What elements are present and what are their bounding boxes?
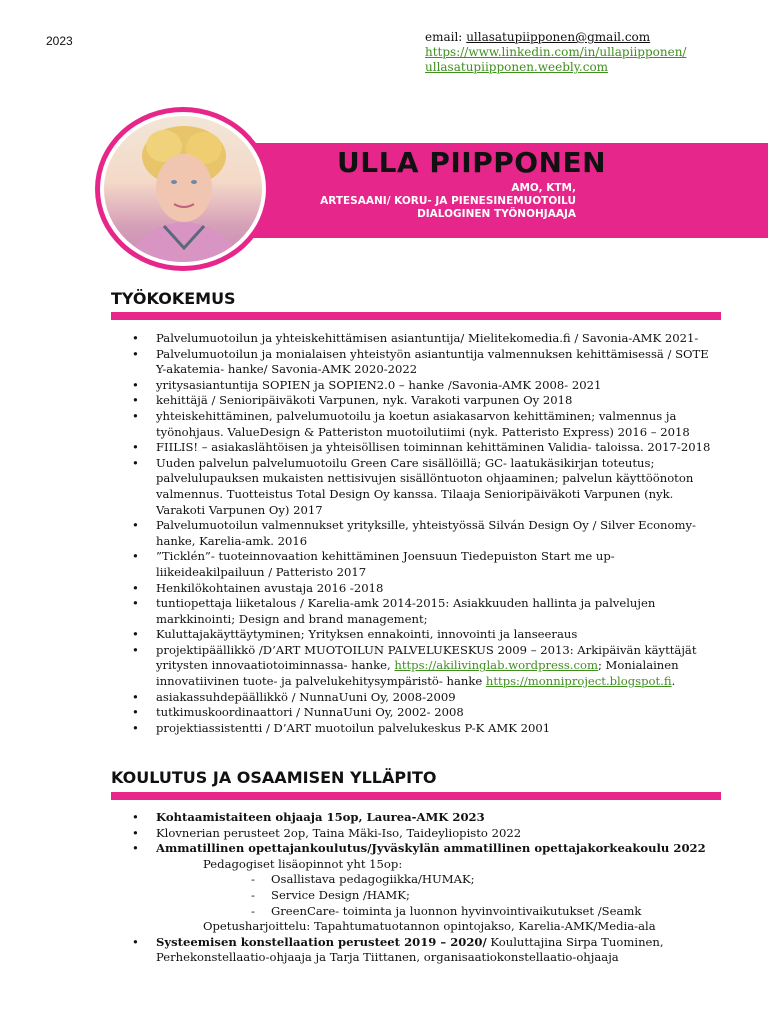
education-item-text: Klovnerian perusteet 2op, Taina Mäki-Iso, Taideyliopisto 2022 [156,825,522,840]
email-label: email: [425,30,463,44]
bullet: • [132,810,139,824]
pedagogic-item [111,872,711,888]
title-line: DIALOGINEN TYÖNOHJAAJA [417,208,576,220]
year: 2023 [46,34,73,48]
pedagogic-item-text: Service Design /HAMK; [271,887,410,902]
work-item-text: ; Monialainen innovatiivinen tuote- ja palvelukehitysympäristö- hanke [156,658,679,689]
education-item [111,810,711,826]
work-item-text: Palvelumuotoilun ja monialaisen yhteistyön asiantuntija valmennuksen kehittämisessä / SOTE Y-akatemia- hanke/ Savonia-AMK 2020-2022 [156,346,709,377]
bullet: • [132,596,139,611]
work-item [111,627,711,643]
teaching-practice-text: Opetusharjoittelu: Tapahtumatuotannon opintojakso, Karelia-AMK/Media-ala [203,919,656,934]
work-item [111,378,711,394]
bullet: • [132,549,139,564]
work-item [111,518,711,549]
work-item [111,347,711,378]
monniproject-link[interactable]: https://monniproject.blogspot.fi [485,674,672,689]
education-item-text: Ammatillinen opettajankoulutus/Jyväskylän ammatillinen opettajakorkeakoulu 2022 [156,841,706,856]
work-item [111,456,711,518]
profile-photo [104,116,262,262]
education-item-text: Kouluttajina Sirpa Tuominen, Perhekonstellaatio-ohjaaja ja Tarja Tiittanen, organisaatiokonstellaatio-ohjaaja [156,934,664,965]
education-item-text: Kohtaamistaiteen ohjaaja 15op, Laurea-AMK 2023 [156,810,485,824]
bullet: • [132,408,139,423]
bullet: • [132,689,139,704]
bullet: • [132,377,139,392]
work-item-text: projektipäällikkö /D’ART MUOTOILUN PALVELUKESKUS 2009 – 2013: Arkipäivän käyttäjät yritysten innovaatiotoiminnassa- hanke, [156,642,697,673]
work-item-text: yhteiskehittäminen, palvelumuotoilu ja koetun asiakasarvon kehittäminen; valmennus ja työnohjaus. ValueDesign & Patteriston muotoilutiimi (nyk. Patteristo Express) 2016 – 2018 [156,408,690,439]
work-item-text: ”Ticklén”- tuoteinnovaation kehittäminen Joensuun Tiedepuiston Start me up- liikeideakilpailuun / Patteristo 2017 [156,549,615,579]
contact-block [425,30,686,75]
work-item-text: . [671,674,676,689]
pedagogic-item [111,888,711,904]
work-item [111,596,711,627]
dash: - [251,872,255,887]
pedagogic-label: Pedagogiset lisäopinnot yht 15op: [203,856,403,871]
work-list [111,331,711,736]
work-item-text: Palvelumuotoilun valmennukset yrityksille, yhteistyössä Silván Design Oy / Silver Economy- hanke, Karelia-amk. 2016 [156,518,696,548]
bullet: • [132,331,139,345]
pedagogic-item [111,904,711,920]
work-item-text: tutkimuskoordinaattori / NunnaUuni Oy, 2002- 2008 [156,705,464,720]
website-link[interactable]: ullasatupiipponen.weebly.com [425,60,609,74]
work-item-text: Palvelumuotoilun ja yhteiskehittämisen asiantuntija/ Mielitekomedia.fi / Savonia-AMK 2021- [156,331,699,345]
work-heading: TYÖKOKEMUS [111,289,236,308]
education-item [111,935,711,966]
bullet: • [132,934,139,949]
work-item-text: tuntiopettaja liiketalous / Karelia-amk 2014-2015: Asiakkuuden hallinta ja palvelujen markkinointi; Design and brand management; [156,596,656,626]
dash: - [251,903,255,918]
work-item [111,721,711,737]
work-item-text: asiakassuhdepäällikkö / NunnaUuni Oy, 2008-2009 [156,689,456,704]
pedagogic-item-text: GreenCare- toiminta ja luonnon hyvinvointivaikutukset /Seamk [271,903,642,918]
bullet: • [132,580,139,595]
work-item-text: Henkilökohtainen avustaja 2016 -2018 [156,580,384,595]
work-item-text: Kuluttajakäyttäytyminen; Yrityksen ennakointi, innovointi ja lanseeraus [156,627,578,642]
work-item [111,549,711,580]
education-item [111,826,711,842]
work-item [111,393,711,409]
work-item-text: projektiassistentti / D’ART muotoilun palvelukeskus P-K AMK 2001 [156,720,551,735]
bullet: • [132,455,139,470]
work-item [111,690,711,706]
bullet: • [132,642,139,657]
bullet: • [132,346,139,361]
email-link[interactable]: ullasatupiipponen@gmail.com [466,30,651,44]
work-item-text: kehittäjä / Senioripäiväkoti Varpunen, nyk. Varakoti varpunen Oy 2018 [156,393,573,408]
bullet: • [132,440,139,455]
bullet: • [132,393,139,408]
bullet: • [132,627,139,642]
education-heading: KOULUTUS JA OSAAMISEN YLLÄPITO [111,768,437,787]
work-item-text: yritysasiantuntija SOPIEN ja SOPIEN2.0 – hanke /Savonia-AMK 2008- 2021 [156,377,602,392]
akilivinglab-link[interactable]: https://akilivinglab.wordpress.com [394,658,598,673]
work-item-text: FIILIS! – asiakaslähtöisen ja yhteisöllisen toiminnan kehittäminen Validia- taloissa. 2017-2018 [156,440,711,455]
person-name: ULLA PIIPPONEN [337,146,607,179]
work-divider [111,312,721,320]
education-item-bold: Systeemisen konstellaation perusteet 2019 – 2020/ [156,934,487,949]
title-line: AMO, KTM, [511,182,576,194]
dash: - [251,887,255,902]
bullet: • [132,518,139,533]
work-item [111,581,711,597]
education-subheading [111,857,711,873]
title-line: ARTESAANI/ KORU- JA PIENESINEMUOTOILU [320,195,576,207]
pedagogic-item-text: Osallistava pedagogiikka/HUMAK; [271,872,475,887]
portrait-illustration [104,116,262,262]
education-list [111,810,711,966]
education-divider [111,792,721,800]
work-item [111,409,711,440]
work-item-text: Uuden palvelun palvelumuotoilu Green Care sisällöillä; GC- laatukäsikirjan toteutus; palvelulupauksen mukaisten nettisivujen sisällöntuoton ohjaaminen; palvelun käyttöönoton valmennus. Tuotteistus Total Design Oy kanssa. Tilaaja Senioripäiväkoti Varpunen (nyk. Varakoti Varpunen Oy) 2017 [156,455,694,517]
bullet: • [132,720,139,735]
bullet: • [132,825,139,840]
person-title [320,182,576,221]
work-item [111,440,711,456]
education-item [111,841,711,857]
work-item [111,643,711,690]
work-item [111,331,711,347]
work-item [111,705,711,721]
linkedin-link[interactable]: https://www.linkedin.com/in/ullapiipponen/ [425,45,687,59]
bullet: • [132,705,139,720]
bullet: • [132,841,139,856]
teaching-practice [111,919,711,935]
email-line [425,30,686,45]
